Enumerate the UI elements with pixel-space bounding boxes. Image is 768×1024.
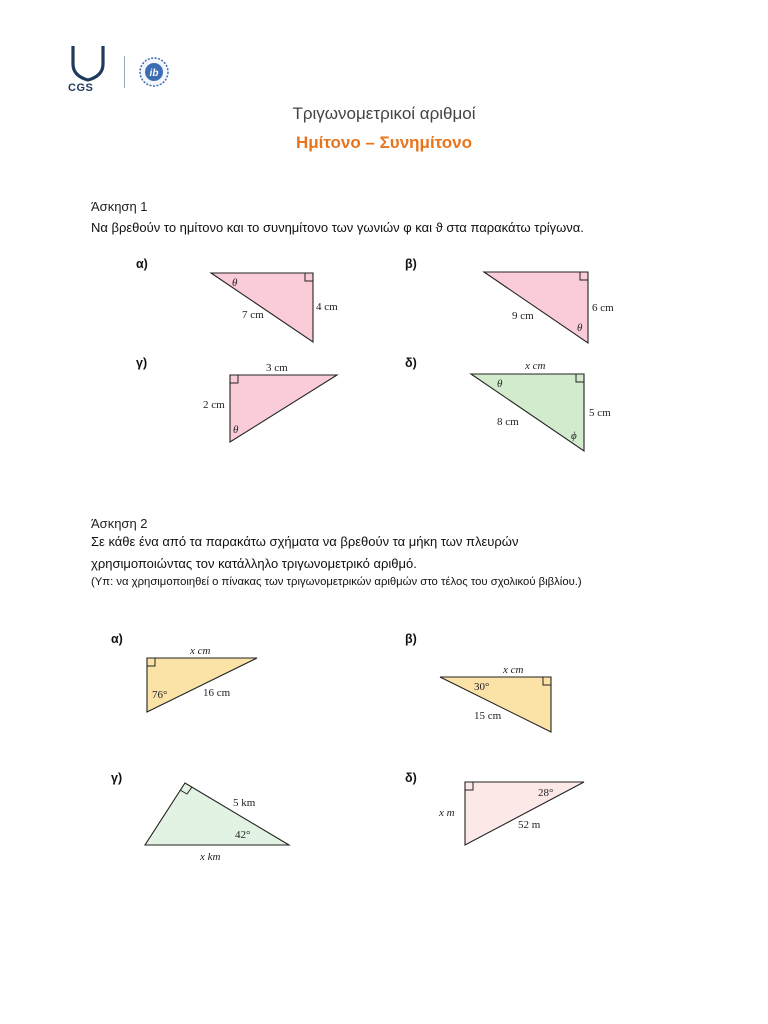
exercise2-text-line1: Σε κάθε ένα από τα παρακάτω σχήματα να βρεθούν τα μήκη των πλευρών [91, 534, 519, 549]
ex2d-side-hyp: 52 m [518, 819, 541, 831]
ex1-label-a: α) [136, 257, 148, 271]
ex2a-side-top: x cm [190, 645, 211, 657]
ex2c-side-bottom: x km [200, 851, 221, 863]
ex1d-angle-theta: θ [497, 378, 503, 390]
ex1-triangle-d [471, 360, 611, 451]
ex1d-angle-phi: ϕ [571, 430, 577, 442]
ex1b-side-hyp: 9 cm [512, 310, 534, 322]
ex1a-side-vert: 4 cm [316, 301, 338, 313]
exercise1-text: Να βρεθούν το ημίτονο και το συνημίτονο των γωνιών φ και ϑ στα παρακάτω τρίγωνα. [91, 220, 584, 235]
ex1-label-d: δ) [405, 356, 417, 370]
ex2-label-b: β) [405, 632, 417, 646]
exercise1-heading: Άσκηση 1 [91, 199, 148, 214]
ex1a-angle: θ [232, 277, 238, 289]
ex2-triangle-b [440, 664, 551, 732]
ex1-triangle-a [211, 273, 338, 342]
exercise2-hint: (Υπ: να χρησιμοποιηθεί ο πίνακας των τριγωνομετρικών αριθμών στο τέλος του σχολικού βιβλίου.) [91, 576, 582, 588]
ex2b-angle: 30° [474, 681, 490, 693]
ex1-label-b: β) [405, 257, 417, 271]
exercise2-text-line2: χρησιμοποιώντας τον κατάλληλο τριγωνομετρικό αριθμό. [91, 556, 417, 571]
ex1d-side-vert: 5 cm [589, 407, 611, 419]
ex1c-side-top: 3 cm [266, 362, 288, 374]
exercise2-heading: Άσκηση 2 [91, 516, 148, 531]
ex2-triangle-d [438, 782, 584, 845]
page-title: Τριγωνομετρικοί αριθμοί [292, 104, 476, 123]
ex2d-angle: 28° [538, 787, 554, 799]
ib-mark: ib [149, 68, 159, 79]
ex2c-angle: 42° [235, 829, 251, 841]
ex1c-angle: θ [233, 424, 239, 436]
ex1d-side-hyp: 8 cm [497, 416, 519, 428]
ex1-triangle-c [203, 362, 337, 442]
ex1-label-c: γ) [136, 356, 148, 370]
ex2-label-c: γ) [111, 771, 123, 785]
ex2a-side-hyp: 16 cm [203, 687, 231, 699]
ex2-triangle-a [147, 645, 257, 712]
ex2-label-d: δ) [405, 771, 417, 785]
ex1a-side-hyp: 7 cm [242, 309, 264, 321]
ex2a-angle: 76° [152, 689, 168, 701]
ex2-triangle-c [145, 783, 289, 863]
ex2c-side-right: 5 km [233, 797, 256, 809]
page-subtitle: Ημίτονο – Συνημίτονο [295, 133, 473, 152]
ex2b-side-hyp: 15 cm [474, 710, 502, 722]
ex2-label-a: α) [111, 632, 123, 646]
ex2d-side-left: x m [439, 807, 455, 819]
ex1c-side-left: 2 cm [203, 399, 225, 411]
ex2b-side-top: x cm [503, 664, 524, 676]
ex1b-side-vert: 6 cm [592, 302, 614, 314]
logo-text: CGS [68, 82, 94, 94]
ex1b-angle: θ [577, 322, 583, 334]
ex1-triangle-b [484, 272, 614, 343]
ex1d-side-top: x cm [525, 360, 546, 372]
